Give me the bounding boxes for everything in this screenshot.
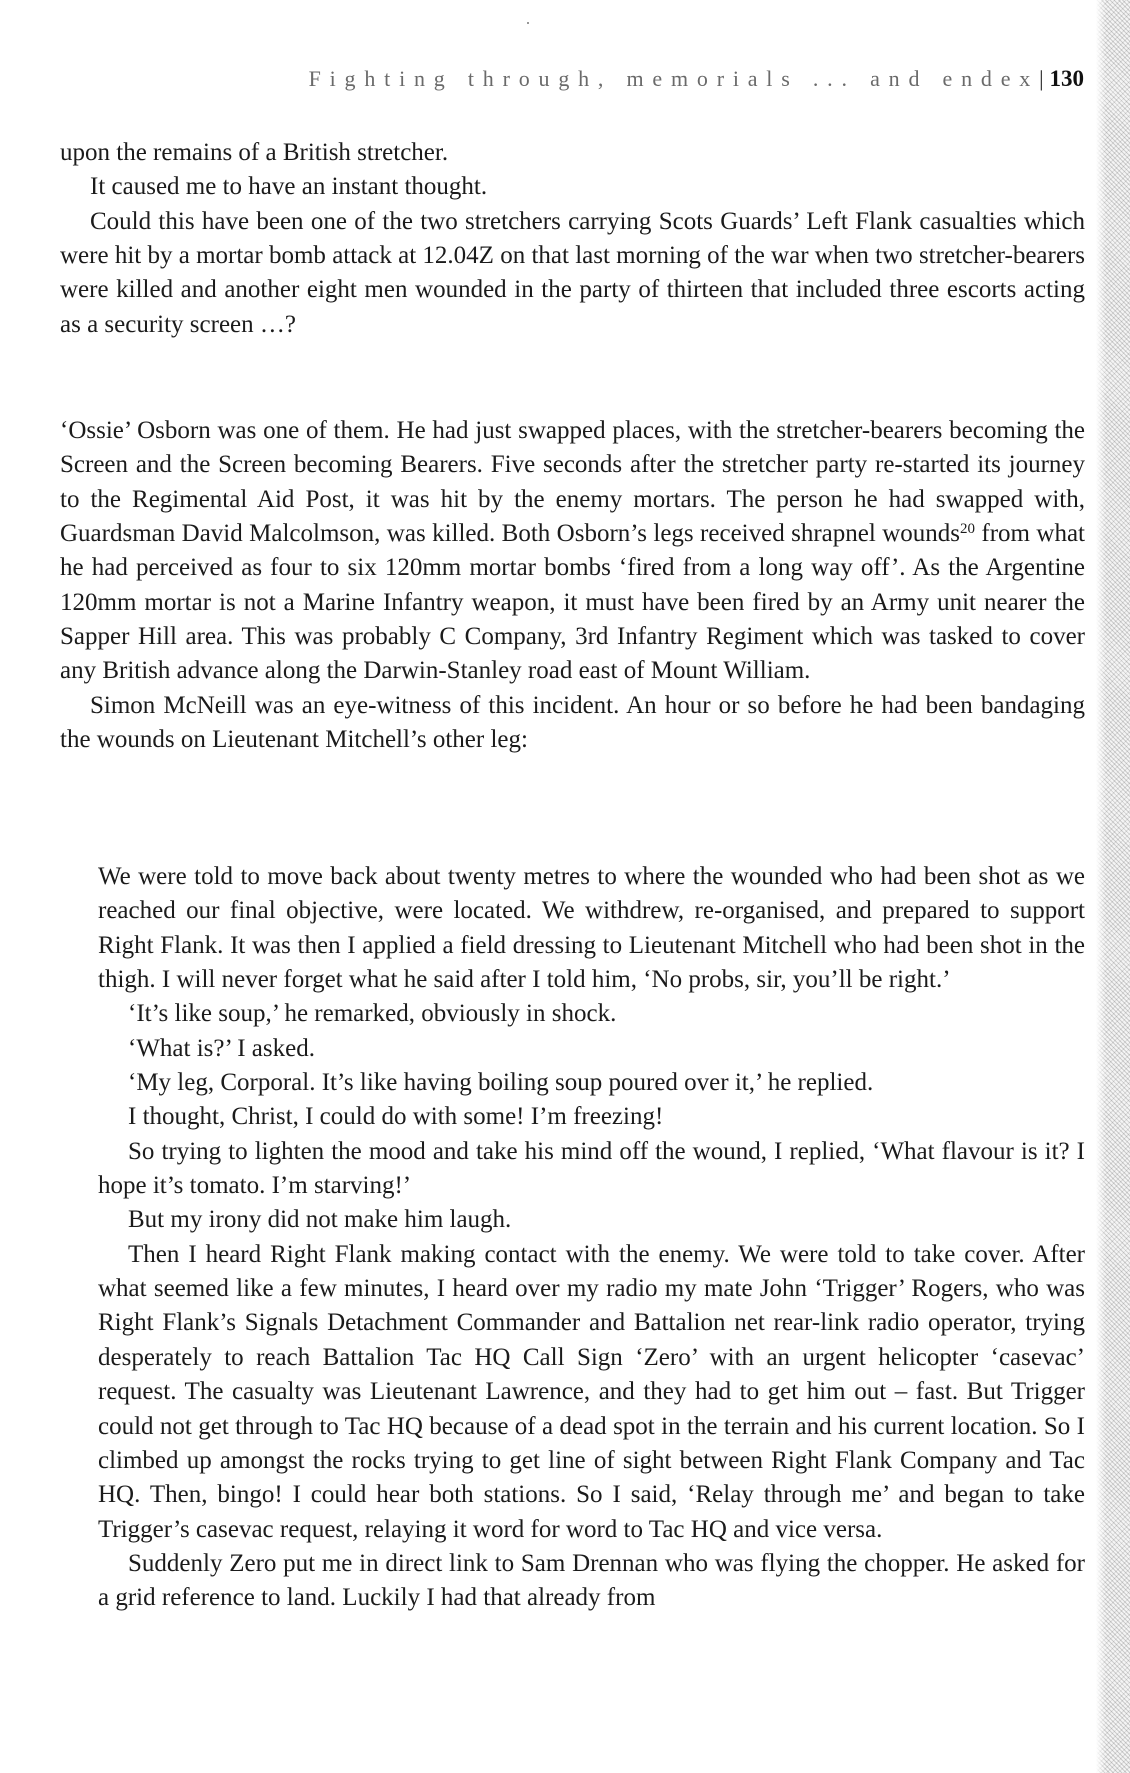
quote-paragraph: But my irony did not make him laugh. (128, 1206, 512, 1234)
quote-paragraph: Then I heard Right Flank making contact with the enemy. We were told to take cover. After what seemed like a few minutes, I heard over my radio my mate John ‘Trigger’ Rogers, who was Right Flank’s Signals Detachment Commander and Battalion net rear-link radio operator, trying desperately to reach Battalion Tac HQ Call Sign ‘Zero’ with an urgent helicopter ‘casevac’ request. The casualty was Lieutenant Lawrence, and they had to get him out – fast. But Trigger could not get through to Tac HQ because of a dead spot in the terrain and his current location. So I climbed up amongst the rocks trying to get line of sight between Right Flank Company and Tac HQ. Then, bingo! I could hear both stations. So I said, ‘Relay through me’ and began to take Trigger’s casevac request, relaying it word for word to Tac HQ and vice versa. (98, 1240, 1085, 1543)
block-quote (98, 860, 1085, 1616)
page-speck (527, 22, 529, 24)
quote-paragraph: ‘It’s like soup,’ he remarked, obviously in shock. (128, 1000, 617, 1028)
quote-paragraph: ‘What is?’ I asked. (128, 1034, 315, 1062)
quote-paragraph: We were told to move back about twenty metres to where the wounded who had been shot as we reached our final objective, were located. We withdrew, re-organised, and prepared to support Right Flank. It was then I applied a field dressing to Lieutenant Mitchell who had been shot in the thigh. I will never forget what he said after I told him, ‘No probs, sir, you’ll be right.’ (98, 863, 1085, 994)
footnote-reference: 20 (960, 520, 975, 537)
running-head (309, 66, 1084, 92)
paragraph: Simon McNeill was an eye-witness of this incident. An hour or so before he had been bandaging the wounds on Lieutenant Mitchell’s other leg: (60, 691, 1085, 754)
chapter-title: Fighting through, memorials ... and endex (308, 66, 1040, 91)
paragraph-text: from what he had perceived as four to six 120mm mortar bombs ‘fired from a long way off’. As the Argentine 120mm mortar is not a Marine Infantry weapon, it must have been fired by an Army unit nearer the Sapper Hill area. This was probably C Company, 3rd Infantry Regiment which was tasked to cover any British advance along the Darwin-Stanley road east of Mount William. (60, 520, 1085, 685)
quote-paragraph: So trying to lighten the mood and take his mind off the wound, I replied, ‘What flavour is it? I hope it’s tomato. I’m starving!’ (98, 1137, 1085, 1200)
paragraph: Could this have been one of the two stretchers carrying Scots Guards’ Left Flank casualties which were hit by a mortar bomb attack at 12.04Z on that last morning of the war when two stretcher-bearers were killed and another eight men wounded in the party of thirteen that included three escorts acting as a security screen …? (60, 207, 1085, 338)
paragraph (60, 414, 1085, 689)
paragraph-text: ‘Ossie’ Osborn was one of them. He had just swapped places, with the stretcher-bearers becoming the Screen and the Screen becoming Bearers. Five seconds after the stretcher party re-started its journey to the Regimental Aid Post, it was hit by the enemy mortars. The person he had swapped with, Guardsman David Malcolmson, was killed. Both Osborn’s legs received shrapnel wounds (60, 417, 1085, 548)
paragraph: upon the remains of a British stretcher. (60, 139, 449, 166)
header-separator: | (1039, 66, 1044, 91)
osborn-section (60, 414, 1085, 757)
page-edge-shading (1096, 0, 1130, 1773)
quote-paragraph: Suddenly Zero put me in direct link to Sam Drennan who was flying the chopper. He asked for a grid reference to land. Luckily I had that already from (98, 1549, 1085, 1612)
quote-paragraph: ‘My leg, Corporal. It’s like having boiling soup poured over it,’ he replied. (128, 1069, 874, 1097)
opening-section (60, 136, 1085, 342)
paragraph: It caused me to have an instant thought. (90, 173, 488, 201)
quote-paragraph: I thought, Christ, I could do with some! I’m freezing! (128, 1103, 664, 1131)
page-number: 130 (1049, 66, 1084, 91)
